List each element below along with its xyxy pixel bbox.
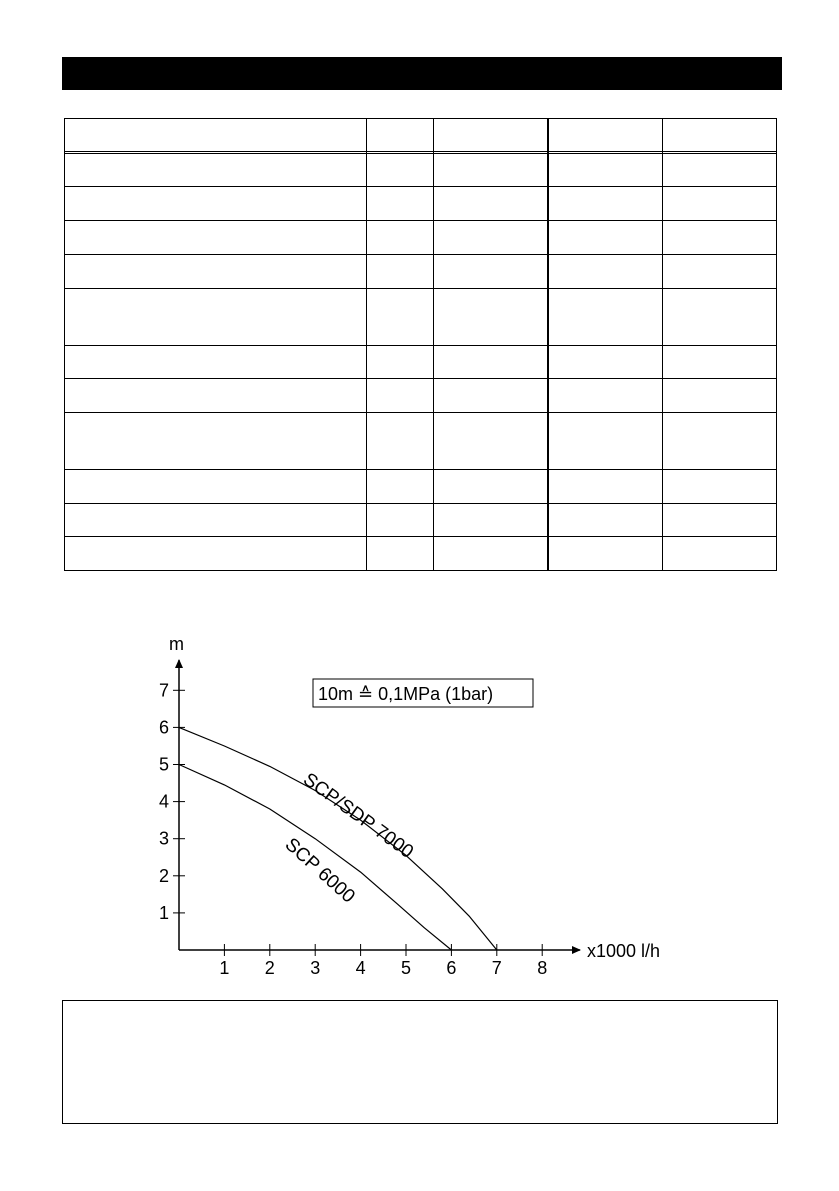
series-line-scp-sdp-7000 bbox=[179, 727, 497, 950]
y-tick-label: 3 bbox=[158, 828, 169, 849]
y-axis-ticks bbox=[159, 680, 185, 923]
x-tick-label: 3 bbox=[310, 958, 321, 978]
x-tick-label: 8 bbox=[537, 958, 548, 978]
x-axis-label: x1000 l/h bbox=[587, 941, 661, 961]
y-tick-label: 2 bbox=[158, 865, 169, 886]
series-label-scp-6000: SCP 6000 bbox=[280, 834, 359, 908]
unit-annotation-box bbox=[313, 679, 533, 707]
y-tick-label: 1 bbox=[158, 902, 169, 923]
x-axis-ticks bbox=[219, 944, 547, 978]
y-axis-label: m bbox=[169, 634, 184, 654]
y-tick-label: 6 bbox=[158, 717, 169, 738]
x-tick-label: 5 bbox=[400, 958, 412, 978]
x-tick-label: 6 bbox=[446, 958, 457, 978]
x-tick-label: 7 bbox=[491, 958, 502, 978]
y-tick-label: 4 bbox=[158, 791, 169, 812]
series-label-scp-sdp-7000: SCP/SDP 7000 bbox=[299, 769, 418, 863]
chart-series-lines bbox=[179, 727, 497, 950]
note-box bbox=[62, 1000, 778, 1124]
y-tick-label: 5 bbox=[158, 754, 169, 775]
x-tick-label: 4 bbox=[355, 958, 366, 978]
y-tick-label: 7 bbox=[158, 680, 169, 701]
x-tick-label: 1 bbox=[219, 958, 230, 978]
unit-annotation-text: 10m ≙ 0,1MPa (1bar) bbox=[318, 684, 494, 704]
x-tick-label: 2 bbox=[264, 958, 275, 978]
